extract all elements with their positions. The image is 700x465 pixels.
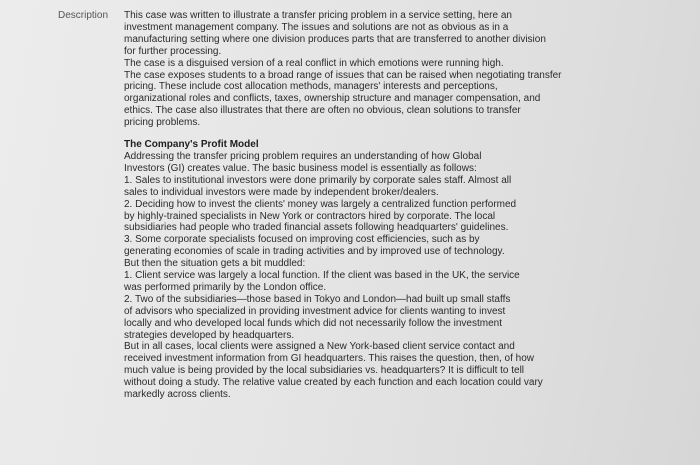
section-line: 2. Deciding how to invest the clients' money was largely a centralized function performed [124, 198, 517, 210]
section-paragraph [124, 151, 569, 401]
section-line: 1. Client service was largely a local function. If the client was based in the UK, the service [124, 270, 520, 282]
intro-line: ethics. The case also illustrates that there are often no obvious, clean solutions to transfer [124, 105, 521, 117]
section-line: markedly across clients. [124, 389, 231, 401]
section-line: without doing a study. The relative value created by each function and each location could vary [124, 377, 543, 389]
intro-line: for further processing. [124, 45, 222, 57]
section-line: Investors (GI) creates value. The basic business model is essentially as follows: [124, 162, 477, 174]
intro-paragraph [124, 10, 569, 129]
paragraph-gap [124, 129, 569, 139]
section-line: received investment information from GI headquarters. This raises the question, then, of how [124, 353, 535, 365]
section-line: strategies developed by headquarters. [124, 329, 295, 341]
section-line: 1. Sales to institutional investors were done primarily by corporate sales staff. Almost all [124, 174, 512, 186]
intro-line: pricing problems. [124, 117, 201, 129]
intro-line: investment management company. The issues and solutions are not as obvious as in a [124, 21, 509, 33]
section-line: subsidiaries had people who traded financial assets following headquarters' guidelines. [124, 222, 509, 234]
section-line: by highly-trained specialists in New York or contractors hired by corporate. The local [124, 210, 496, 222]
intro-line: pricing. These include cost allocation methods, managers' interests and perceptions, [124, 81, 498, 93]
section-line: But in all cases, local clients were assigned a New York-based client service contact and [124, 341, 515, 353]
intro-line: The case exposes students to a broad range of issues that can be raised when negotiating transfer [124, 69, 562, 81]
description-body [124, 10, 569, 401]
section-line: sales to individual investors were made by independent broker/dealers. [124, 186, 439, 198]
section-heading: The Company's Profit Model [124, 139, 259, 151]
section-line: of advisors who specialized in providing investment advice for clients wanting to invest [124, 305, 506, 317]
section-line: 3. Some corporate specialists focused on improving cost efficiencies, such as by [124, 234, 480, 246]
intro-line: This case was written to illustrate a transfer pricing problem in a service setting, here an [124, 10, 512, 21]
description-label: Description [58, 10, 109, 21]
section-line: Addressing the transfer pricing problem requires an understanding of how Global [124, 150, 482, 162]
section-line: generating economies of scale in trading activities and by improved use of technology. [124, 246, 505, 258]
section-line: But then the situation gets a bit muddled: [124, 258, 306, 270]
section-line: much value is being provided by the local subsidiaries vs. headquarters? It is difficult to tell [124, 365, 525, 377]
intro-line: The case is a disguised version of a real conflict in which emotions were running high. [124, 57, 504, 69]
intro-line: organizational roles and conflicts, taxes, ownership structure and manager compensation, and [124, 93, 541, 105]
intro-line: manufacturing setting where one division produces parts that are transferred to another division [124, 33, 546, 45]
section-line: locally and who developed local funds which did not necessarily follow the investment [124, 317, 502, 329]
section-line: 2. Two of the subsidiaries—those based in Tokyo and London—had built up small staffs [124, 293, 511, 305]
section-line: was performed primarily by the London office. [124, 281, 327, 293]
